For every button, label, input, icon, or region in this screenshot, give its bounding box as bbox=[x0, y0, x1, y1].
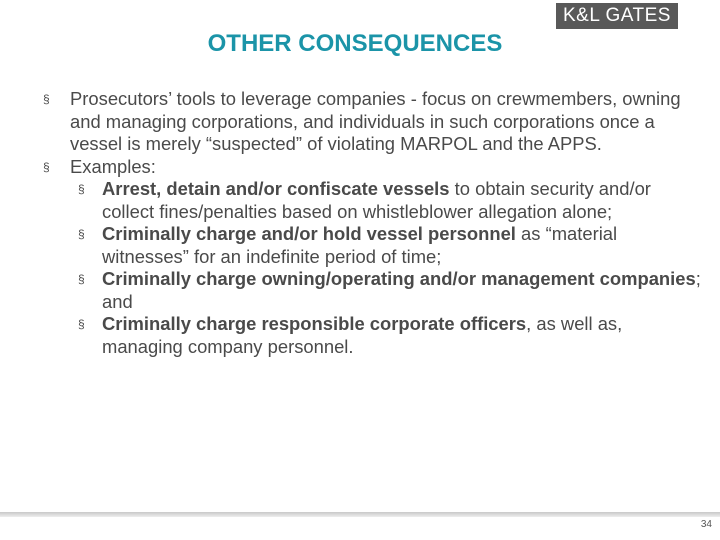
slide-title: OTHER CONSEQUENCES bbox=[207, 30, 503, 57]
kl-gates-logo: K&L GATES bbox=[556, 3, 678, 29]
sub-bullet-bold-text: Criminally charge responsible corporate officers bbox=[102, 313, 527, 334]
footer-divider bbox=[0, 512, 720, 517]
bullet-marker-icon: § bbox=[78, 227, 85, 241]
slide-content bbox=[43, 88, 703, 358]
sub-bullet-text: to obtain security and/or collect fines/penalties based on whistleblower allegation alone; bbox=[102, 178, 651, 222]
sub-bullet-text: as “material witnesses” for an indefinite period of time; bbox=[102, 223, 618, 267]
sub-bullet-text: , as well as, managing company personnel. bbox=[102, 313, 623, 357]
sub-bullet-text: ; and bbox=[102, 268, 701, 312]
bullet-marker-icon: § bbox=[78, 272, 85, 286]
sub-bullet-item bbox=[78, 223, 703, 268]
bullet-marker-icon: § bbox=[43, 159, 50, 174]
bullet-text: Examples: bbox=[70, 155, 156, 177]
sub-bullet-item bbox=[78, 313, 703, 358]
sub-bullet-bold-text: Criminally charge owning/operating and/or management companies bbox=[102, 268, 696, 289]
sub-bullet-bold-text: Arrest, detain and/or confiscate vessels bbox=[102, 178, 450, 199]
bullet-marker-icon: § bbox=[43, 92, 50, 106]
bullet-item bbox=[43, 156, 703, 179]
sub-bullet-bold-text: Criminally charge and/or hold vessel personnel bbox=[102, 223, 516, 244]
bullet-text: Prosecutors’ tools to leverage companies - focus on crewmembers, owning and managing corporations, and individuals in such corporations once a vessel is merely “suspected” of violating MARPOL and the APPS. bbox=[70, 88, 681, 154]
sub-bullet-list bbox=[78, 178, 703, 358]
bullet-marker-icon: § bbox=[78, 182, 85, 196]
page-number: 34 bbox=[700, 519, 712, 530]
sub-bullet-item bbox=[78, 268, 703, 313]
sub-bullet-item bbox=[78, 178, 703, 223]
bullet-item bbox=[43, 88, 703, 156]
bullet-marker-icon: § bbox=[78, 317, 85, 331]
